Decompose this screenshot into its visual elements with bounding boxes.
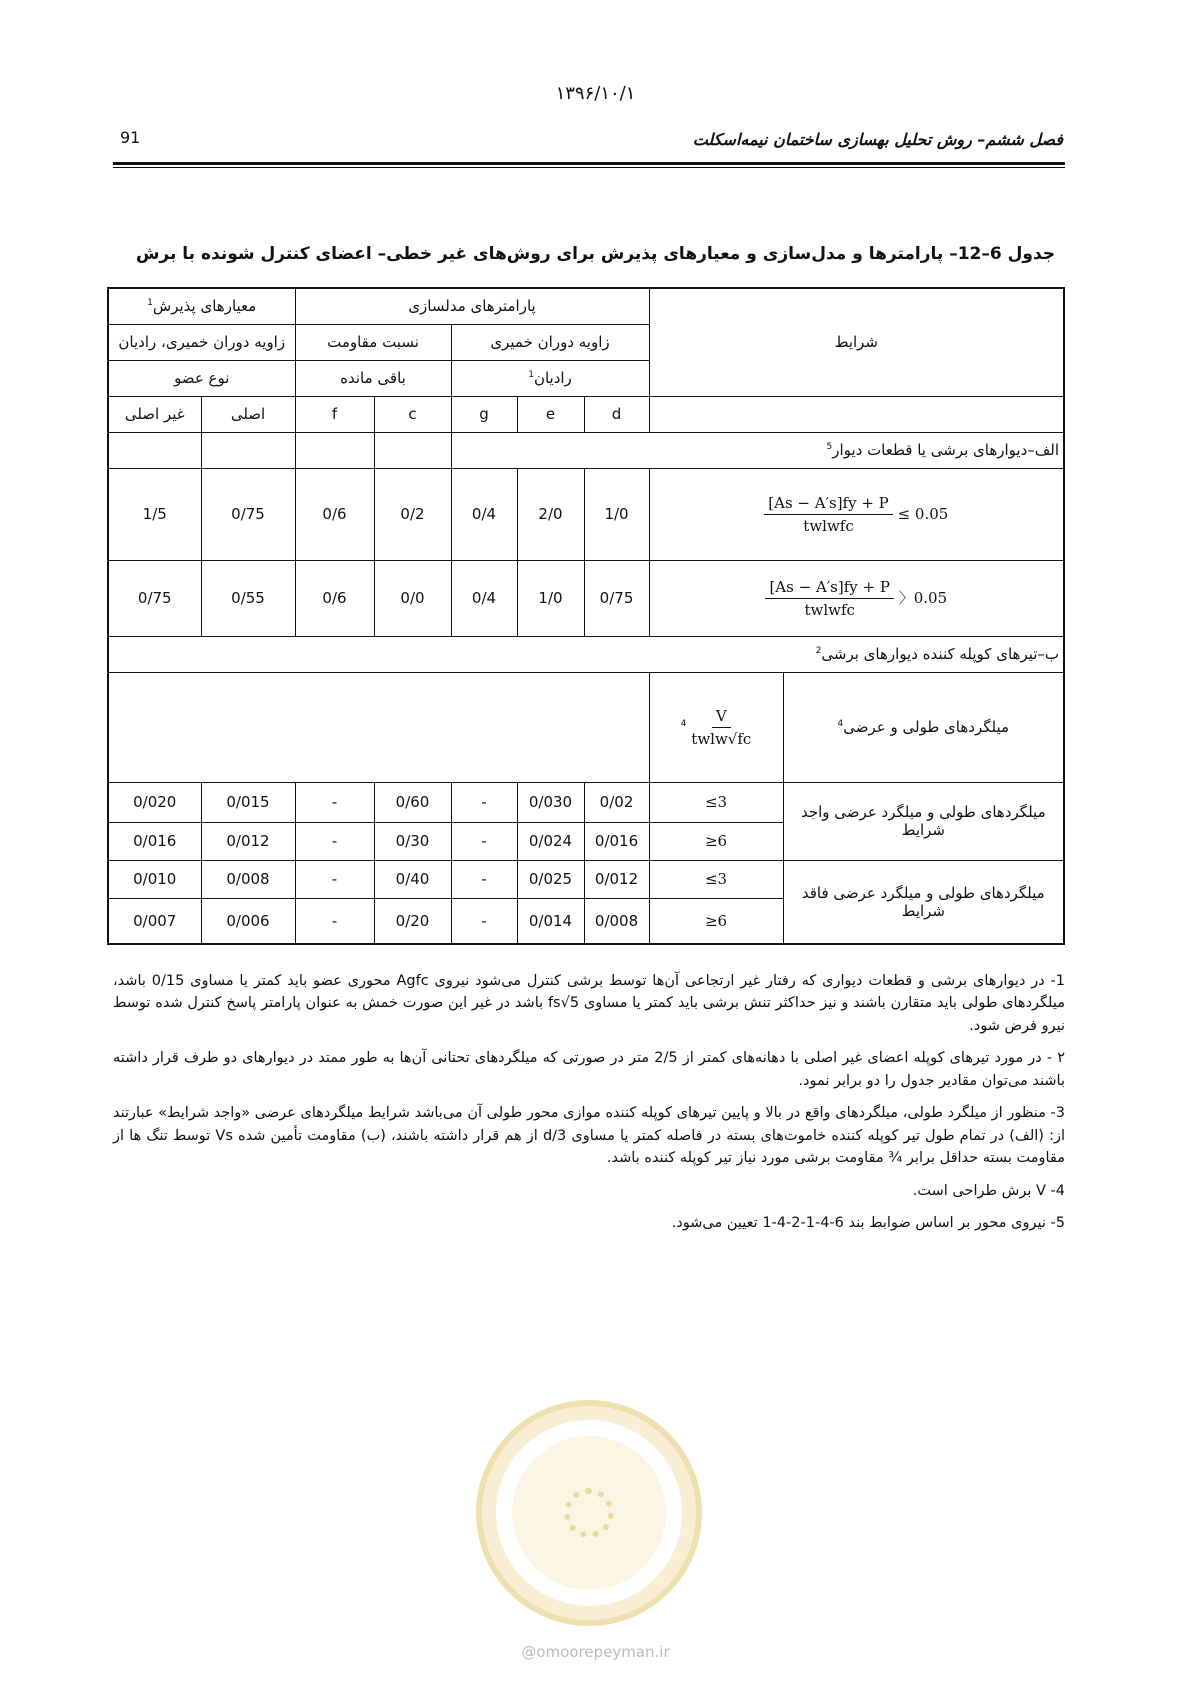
header-residual-strength-ratio: نسبت مقاومت (295, 324, 451, 360)
table-cell: 0/75 (108, 560, 201, 636)
section-a-spacer (108, 432, 201, 468)
table-cell: - (295, 782, 374, 822)
table-cell: 0/75 (201, 468, 295, 560)
table-cell: 2/0 (517, 468, 584, 560)
gear-icon (564, 1488, 614, 1538)
footnote-4: 4- V برش طراحی است. (912, 1182, 1065, 1199)
conditions-spacer (649, 396, 1064, 432)
table-cell: 0/024 (517, 822, 584, 860)
header-modeling-parameters: پارامترهای مدلسازی (295, 288, 649, 324)
table-cell: 0/55 (201, 560, 295, 636)
shear-stress-condition: ≤3 (649, 782, 783, 822)
col-primary: اصلی (201, 396, 295, 432)
table-cell: 0/40 (374, 860, 451, 898)
table-cell: 0/4 (451, 560, 517, 636)
table-cell: 0/30 (374, 822, 451, 860)
table-cell: 0/012 (584, 860, 649, 898)
footnote-3: 3- منظور از میلگرد طولی، میلگردهای واقع در بالا و پایین تیرهای کوپله کننده موازی محور طولی آن می‌باشد شرایط میلگردهای عرضی «واجد شرایط» عبارتند از: (الف) در تمام طول تیر کوپله کننده خاموت‌های بسته در فاصله کمتر یا مساوی d/3 از هم قرار داشته باشند، (ب) مقاومت تأمین شده Vs توسط تنگ ها از مقاومت بسته حداقل برابر ¾ مقاومت برشی مورد نیاز تیر کوپله کننده باشد. (113, 1105, 1066, 1167)
section-a-title: الف–دیوارهای برشی یا قطعات دیوار$^5$ (451, 432, 1064, 468)
table-cell: 0/60 (374, 782, 451, 822)
table-cell: 0/016 (584, 822, 649, 860)
shear-stress-formula-cell: $^4$ $\frac{V}{\text{twlw√fc}}$ (649, 672, 783, 782)
col-d: d (584, 396, 649, 432)
section-a-spacer (201, 432, 295, 468)
rebar-label: میلگردهای طولی و عرضی$^4$ (783, 672, 1064, 782)
publisher-seal-watermark (476, 1400, 702, 1626)
section-a-spacer (295, 432, 374, 468)
table-cell: - (451, 898, 517, 944)
section-a-spacer (374, 432, 451, 468)
footnote-5: 5- نیروی محور بر اساس ضوابط بند 6-4-1-2-4-1 تعیین می‌شود. (671, 1215, 1065, 1232)
axial-ratio-formula: $\frac{[As - A's]fy + P}{\text{twlwfc}}$ (764, 494, 893, 535)
watermark-site: @omoorepeyman.ir (521, 1643, 670, 1661)
table-cell: - (295, 822, 374, 860)
shear-stress-condition: ≤3 (649, 860, 783, 898)
table-cell: - (295, 860, 374, 898)
table-cell: 0/6 (295, 468, 374, 560)
table-cell: 0/030 (517, 782, 584, 822)
table-cell: 0/2 (374, 468, 451, 560)
section-b-blank (108, 672, 649, 782)
axial-ratio-condition-low: $\frac{[As - A's]fy + P}{\text{twlwfc}}$ ≤ 0.05 (649, 468, 1064, 560)
col-c: c (374, 396, 451, 432)
table-footnotes (113, 970, 1065, 1245)
table-cell: 0/014 (517, 898, 584, 944)
header-conditions: شرایط (649, 288, 1064, 396)
table-cell: - (295, 898, 374, 944)
shear-stress-formula: $\frac{V}{\text{twlw√fc}}$ (691, 706, 752, 748)
table-cell: 0/006 (201, 898, 295, 944)
table-cell: 0/007 (108, 898, 201, 944)
table-cell: 0/75 (584, 560, 649, 636)
footnote-2: ۲ - در مورد تیرهای کوپله اعضای غیر اصلی با دهانه‌های کمتر از 2/5 متر در صورتی که میلگردهای تحتانی آن‌ها به طور ممتد در دیوارهای دو طرف قرار داشته باشند می‌توان مقادیر جدول را دو برابر نمود. (113, 1050, 1065, 1089)
table-cell: - (451, 860, 517, 898)
header-residual: باقی مانده (295, 360, 451, 396)
table-cell: 0/015 (201, 782, 295, 822)
footnote-1: 1- در دیوارهای برشی و قطعات دیواری که رفتار غیر ارتجاعی آن‌ها توسط برشی کنترل می‌شود نیروی Agfc محوری عضو باید کمتر یا مساوی 0/15 باشد، میلگردهای طولی باید متقارن باشند و نیز حداکثر تنش برشی باید کمتر یا مساوی 5√fs باشد در غیر این صورت خمش به عنوان پارامتر پاسخ کنترل شده توسط نیرو فرض شود. (113, 973, 1065, 1034)
table-cell: 0/020 (108, 782, 201, 822)
table-cell: 0/20 (374, 898, 451, 944)
rebar-group-conforming: میلگردهای طولی و میلگرد عرضی واجد شرایط (783, 782, 1064, 860)
chapter-title: فصل ششم– روش تحلیل بهسازی ساختمان نیمه‌اسکلت (692, 130, 1063, 149)
rebar-group-nonconforming: میلگردهای طولی و میلگرد عرضی فاقد شرایط (783, 860, 1064, 944)
header-acceptance-criteria: معیارهای پذیرش$^1$ (108, 288, 295, 324)
shear-stress-condition: ≥6 (649, 898, 783, 944)
col-e: e (517, 396, 584, 432)
table-caption: جدول 6–12– پارامترها و مدل‌سازی و معیارهای پذیرش برای روش‌های غیر خطی– اعضای کنترل شونده با برش (135, 244, 1056, 264)
header-plastic-rotation-radian: زاویه دوران خمیری، رادیان (108, 324, 295, 360)
table-cell: 0/008 (584, 898, 649, 944)
axial-ratio-formula: $\frac{[As - A's]fy + P}{\text{twlwfc}}$ (765, 578, 894, 619)
table-cell: 0/6 (295, 560, 374, 636)
shear-stress-condition: ≥6 (649, 822, 783, 860)
table-cell: - (451, 822, 517, 860)
table-cell: 0/4 (451, 468, 517, 560)
section-b-title: ب–تیرهای کوپله کننده دیوارهای برشی$^2$ (108, 636, 1064, 672)
table-cell: 0/012 (201, 822, 295, 860)
page-number: 91 (120, 128, 141, 147)
acceptance-criteria-table (107, 287, 1065, 945)
header-radian: رادیان$^1$ (451, 360, 649, 396)
table-cell: - (451, 782, 517, 822)
header-plastic-rotation: زاویه دوران خمیری (451, 324, 649, 360)
table-cell: 0/025 (517, 860, 584, 898)
col-secondary: غیر اصلی (108, 396, 201, 432)
table-cell: 0/016 (108, 822, 201, 860)
document-date: ۱۳۹۶/۱۰/۱ (555, 83, 636, 104)
header-member-type: نوع عضو (108, 360, 295, 396)
table-cell: 0/02 (584, 782, 649, 822)
table-cell: 0/008 (201, 860, 295, 898)
table-cell: 1/0 (584, 468, 649, 560)
header-rule-thin (113, 167, 1065, 168)
table-cell: 0/010 (108, 860, 201, 898)
table-cell: 1/0 (517, 560, 584, 636)
col-g: g (451, 396, 517, 432)
table-cell: 1/5 (108, 468, 201, 560)
col-f: f (295, 396, 374, 432)
table-cell: 0/0 (374, 560, 451, 636)
header-rule-thick (113, 162, 1065, 165)
axial-ratio-condition-high: $\frac{[As - A's]fy + P}{\text{twlwfc}}$ 〉0.05 (649, 560, 1064, 636)
